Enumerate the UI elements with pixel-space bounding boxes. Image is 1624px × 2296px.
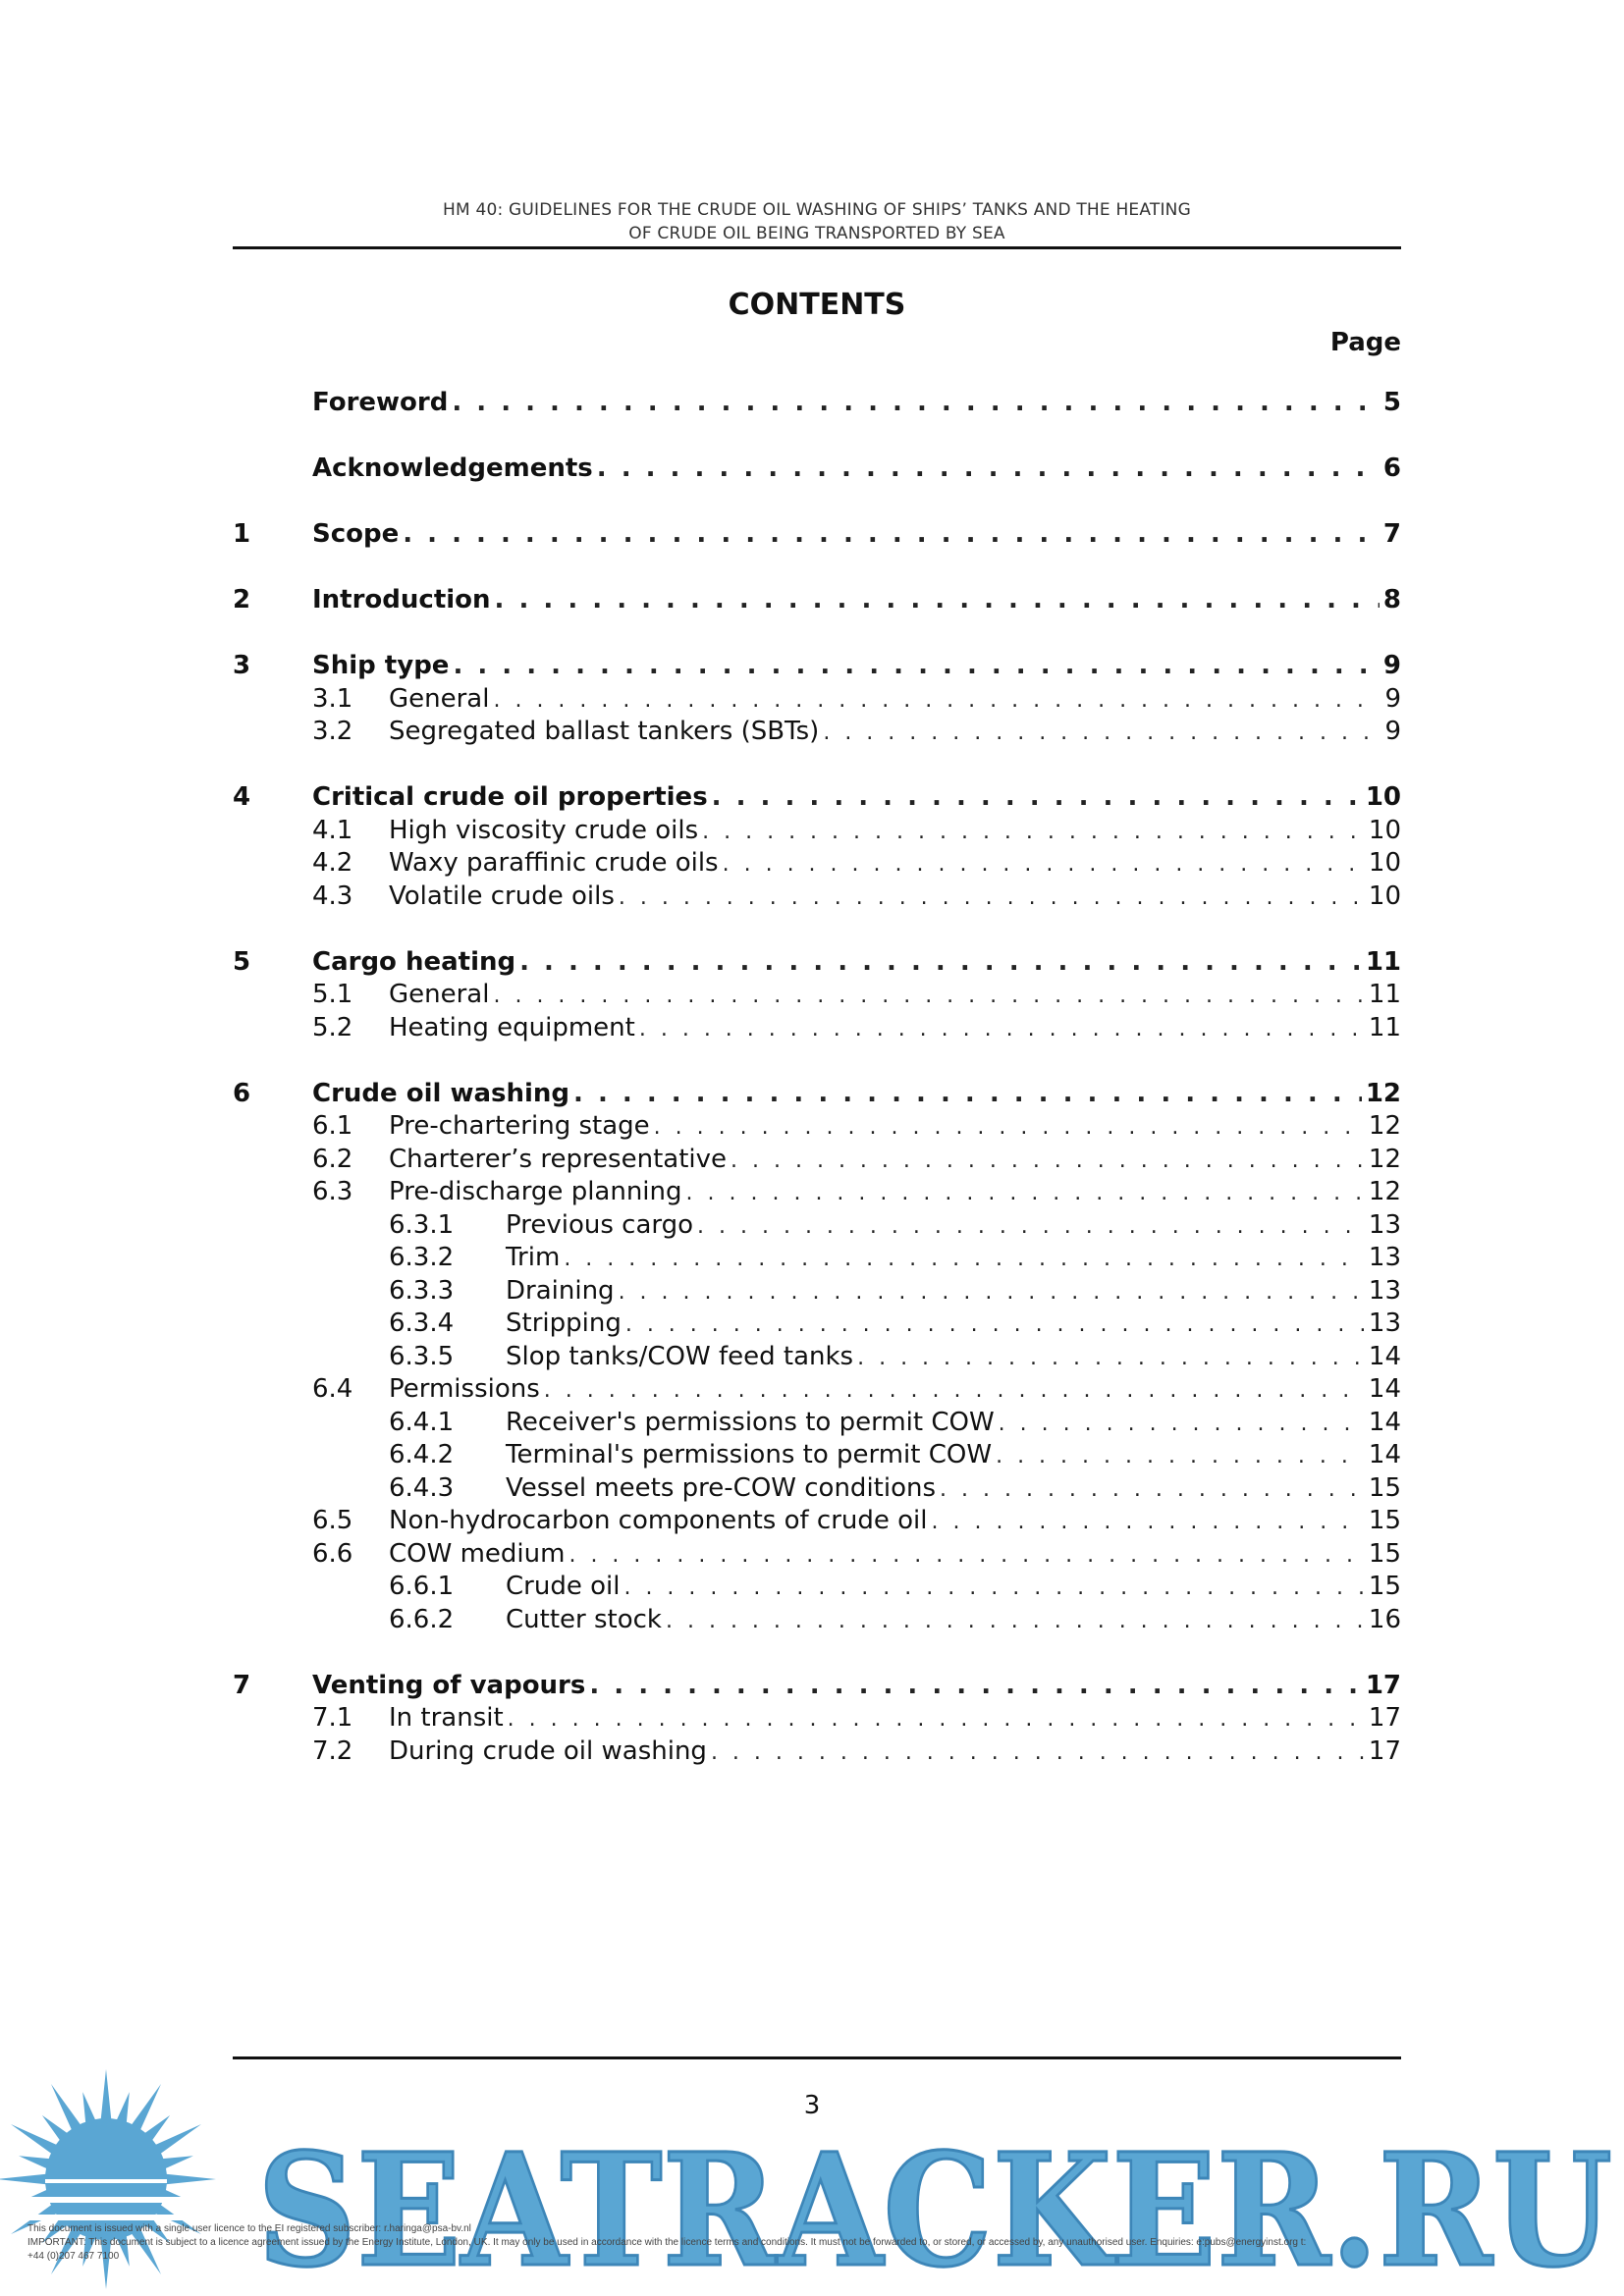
- toc-entry-title: Volatile crude oils: [389, 881, 615, 911]
- toc-entry-page: 14: [1368, 1440, 1401, 1469]
- toc-dot-leader: [932, 1510, 1365, 1534]
- toc-entry-page: 15: [1368, 1472, 1401, 1503]
- running-header: [233, 198, 1401, 245]
- toc-entry-title: Segregated ballast tankers (SBTs): [389, 717, 820, 746]
- footer-rule: [233, 2056, 1401, 2059]
- toc-dot-leader: [452, 388, 1380, 417]
- toc-dot-leader: [564, 1247, 1365, 1271]
- toc-entry-title: Heating equipment: [389, 1012, 635, 1042]
- toc-entry-page: 6: [1382, 454, 1401, 483]
- toc-entry-title: Acknowledgements: [312, 454, 593, 483]
- toc-dot-leader: [996, 1444, 1365, 1468]
- toc-entry[interactable]: [233, 782, 1401, 816]
- toc-entry-title: Venting of vapours: [312, 1670, 586, 1700]
- toc-dot-leader: [589, 1671, 1361, 1700]
- toc-dot-leader: [453, 651, 1379, 680]
- toc-entry-page: 15: [1368, 1572, 1401, 1601]
- toc-entry-title: Pre-discharge planning: [389, 1177, 682, 1206]
- toc-entry-title: In transit: [389, 1703, 504, 1733]
- toc-entry-page: 5: [1382, 388, 1401, 417]
- toc-dot-leader: [493, 688, 1380, 713]
- toc-entry-title: Introduction: [312, 585, 491, 614]
- toc-entry-title: Previous cargo: [506, 1209, 694, 1240]
- toc-entry[interactable]: [233, 388, 1401, 421]
- sun-ray: [0, 2174, 47, 2185]
- toc-entry-title: Receiver's permissions to permit COW: [506, 1407, 995, 1437]
- toc-spacer: [233, 1637, 1401, 1671]
- toc-entry-page: 11: [1368, 980, 1401, 1009]
- toc-entry-page: 12: [1368, 1111, 1401, 1141]
- licence-footer: [27, 2222, 1306, 2264]
- toc-spacer: [233, 1045, 1401, 1079]
- toc-entry-page: 14: [1368, 1407, 1401, 1437]
- toc-entry-title: Scope: [312, 519, 400, 549]
- toc-dot-leader: [568, 1543, 1364, 1568]
- toc-dot-leader: [666, 1609, 1365, 1633]
- toc-entry-page: 9: [1384, 717, 1401, 746]
- toc-dot-leader: [403, 519, 1380, 549]
- page-number: 3: [803, 2091, 821, 2120]
- toc-entry-title: High viscosity crude oils: [389, 815, 699, 845]
- toc-entry[interactable]: [233, 1276, 1401, 1309]
- toc-spacer: [233, 487, 1401, 520]
- toc-dot-leader: [519, 947, 1362, 977]
- toc-spacer: [233, 750, 1401, 783]
- contents-title: CONTENTS: [728, 288, 906, 322]
- toc-entry-page: 12: [1368, 1177, 1401, 1206]
- toc-entry[interactable]: [233, 651, 1401, 684]
- toc-entry-title: COW medium: [389, 1538, 566, 1569]
- toc-entry-page: 17: [1368, 1703, 1401, 1733]
- toc-entry[interactable]: [233, 816, 1401, 849]
- toc-entry-page: 16: [1368, 1604, 1401, 1634]
- toc-entry-number: 6.5: [312, 1506, 353, 1535]
- toc-dot-leader: [619, 885, 1365, 910]
- toc-entry-title: General: [389, 980, 490, 1009]
- toc-entry-number: 4.2: [312, 848, 353, 878]
- toc-entry[interactable]: [233, 585, 1401, 618]
- toc-entry-page: 10: [1368, 848, 1401, 878]
- toc-entry[interactable]: [233, 454, 1401, 487]
- toc-entry[interactable]: [233, 1736, 1401, 1770]
- toc-entry[interactable]: [233, 1374, 1401, 1408]
- toc-entry-title: Foreword: [312, 388, 449, 417]
- toc-entry-page: 12: [1368, 1144, 1401, 1174]
- toc-dot-leader: [597, 454, 1380, 483]
- sun-ray: [19, 2156, 51, 2169]
- toc-entry-number: 6.4.1: [389, 1407, 455, 1437]
- toc-entry-page: 10: [1365, 782, 1401, 812]
- toc-entry[interactable]: [233, 1506, 1401, 1539]
- toc-dot-leader: [654, 1115, 1365, 1140]
- toc-entry[interactable]: [233, 1605, 1401, 1638]
- toc-dot-leader: [711, 1740, 1365, 1765]
- toc-spacer: [233, 618, 1401, 652]
- toc-entry-number: 6.2: [312, 1144, 353, 1174]
- toc-entry[interactable]: [233, 1013, 1401, 1046]
- toc-dot-leader: [823, 721, 1380, 745]
- toc-entry-title: During crude oil washing: [389, 1735, 707, 1766]
- toc-dot-leader: [731, 1148, 1365, 1173]
- toc-entry[interactable]: [233, 1342, 1401, 1375]
- toc-entry-number: 6.6.1: [389, 1572, 455, 1601]
- toc-entry[interactable]: [233, 1572, 1401, 1605]
- toc-entry-page: 10: [1368, 815, 1401, 845]
- toc-entry-number: 6.4: [312, 1374, 353, 1404]
- toc-entry[interactable]: [233, 1539, 1401, 1573]
- toc-entry-title: Pre-chartering stage: [389, 1111, 650, 1141]
- toc-entry-page: 13: [1368, 1209, 1401, 1240]
- toc-dot-leader: [495, 585, 1380, 614]
- page-column-label: Page: [1329, 328, 1401, 357]
- toc-entry-number: 6.6: [312, 1538, 353, 1569]
- toc-entry[interactable]: [233, 1473, 1401, 1507]
- toc-dot-leader: [639, 1017, 1365, 1041]
- toc-entry[interactable]: [233, 1210, 1401, 1244]
- toc-entry-number: 6.3.1: [389, 1209, 455, 1240]
- sun-ray: [11, 2124, 58, 2155]
- toc-entry-number: 1: [233, 519, 251, 549]
- toc-entry-page: 10: [1368, 881, 1401, 911]
- toc-entry[interactable]: [233, 519, 1401, 553]
- toc-entry-page: 8: [1382, 585, 1401, 614]
- toc-entry-page: 9: [1382, 651, 1401, 680]
- toc-entry-title: Vessel meets pre-COW conditions: [506, 1472, 937, 1503]
- toc-entry-number: 6.3.5: [389, 1341, 455, 1371]
- toc-entry[interactable]: [233, 684, 1401, 718]
- toc-dot-leader: [712, 782, 1362, 812]
- toc-entry-number: 5: [233, 946, 251, 977]
- toc-entry-title: Charterer’s representative: [389, 1144, 728, 1174]
- toc-entry-number: 3.1: [312, 683, 353, 714]
- toc-entry[interactable]: [233, 980, 1401, 1013]
- toc-entry-number: 6.3.2: [389, 1243, 455, 1272]
- sun-ray: [165, 2174, 216, 2185]
- toc-entry[interactable]: [233, 947, 1401, 981]
- header-rule: [233, 246, 1401, 249]
- toc-entry-title: Non-hydrocarbon components of crude oil: [389, 1506, 928, 1535]
- toc-entry-title: Cargo heating: [312, 946, 516, 977]
- toc-entry-number: 6.4.3: [389, 1472, 455, 1503]
- toc-dot-leader: [999, 1412, 1365, 1436]
- toc-entry-page: 12: [1365, 1078, 1401, 1108]
- toc-dot-leader: [697, 1214, 1365, 1239]
- toc-entry-title: Cutter stock: [506, 1604, 662, 1634]
- toc-entry-page: 13: [1368, 1243, 1401, 1272]
- toc-entry-number: 4.3: [312, 881, 353, 911]
- toc-entry-title: Critical crude oil properties: [312, 782, 708, 812]
- toc-dot-leader: [508, 1707, 1365, 1732]
- toc-entry-title: Slop tanks/COW feed tanks: [506, 1341, 854, 1371]
- toc-entry-number: 7: [233, 1670, 251, 1700]
- toc-entry-number: 5.2: [312, 1012, 353, 1042]
- toc-entry-number: 6: [233, 1078, 251, 1108]
- toc-entry[interactable]: [233, 1703, 1401, 1736]
- toc-dot-leader: [686, 1181, 1365, 1205]
- toc-entry-number: 3.2: [312, 717, 353, 746]
- toc-entry-page: 14: [1368, 1374, 1401, 1404]
- toc-entry[interactable]: [233, 1111, 1401, 1145]
- toc-entry-number: 6.6.2: [389, 1604, 455, 1634]
- toc-entry-number: 6.4.2: [389, 1440, 455, 1469]
- toc-dot-leader: [702, 820, 1365, 844]
- toc-entry[interactable]: [233, 848, 1401, 881]
- toc-entry-title: Crude oil: [506, 1572, 621, 1601]
- toc-dot-leader: [619, 1280, 1365, 1305]
- header-line-1: HM 40: GUIDELINES FOR THE CRUDE OIL WASHING OF SHIPS’ TANKS AND THE HEATING: [443, 200, 1191, 220]
- toc-entry-number: 4.1: [312, 815, 353, 845]
- footer-line-1: This document is issued with a single user licence to the EI registered subscriber: r.haringa@psa-bv.nl: [27, 2223, 471, 2234]
- toc-entry-number: 6.1: [312, 1111, 353, 1141]
- toc-entry-title: Ship type: [312, 651, 450, 680]
- toc-entry-title: Stripping: [506, 1308, 622, 1338]
- toc-dot-leader: [940, 1477, 1365, 1502]
- toc-dot-leader: [723, 852, 1365, 877]
- toc-entry-number: 7.1: [312, 1703, 353, 1733]
- toc-entry-number: 2: [233, 585, 251, 614]
- toc-entry-page: 11: [1365, 946, 1401, 977]
- toc-dot-leader: [625, 1312, 1365, 1337]
- watermark-text: SEATRACKER.RU: [257, 2120, 1612, 2296]
- toc-entry-title: Trim: [506, 1243, 561, 1272]
- toc-spacer: [233, 553, 1401, 586]
- toc-entry[interactable]: [233, 1243, 1401, 1276]
- toc-entry[interactable]: [233, 1440, 1401, 1473]
- toc-entry-page: 17: [1365, 1670, 1401, 1700]
- toc-entry-number: 6.3: [312, 1177, 353, 1206]
- toc-entry-number: 3: [233, 651, 251, 680]
- toc-entry-title: Waxy paraffinic crude oils: [389, 848, 719, 878]
- toc-spacer: [233, 914, 1401, 947]
- toc-entry[interactable]: [233, 1145, 1401, 1178]
- toc-entry[interactable]: [233, 1079, 1401, 1112]
- toc-spacer: [233, 421, 1401, 454]
- toc-entry-number: 6.3.3: [389, 1275, 455, 1306]
- toc-entry-number: 4: [233, 782, 251, 812]
- toc-entry-title: Draining: [506, 1275, 615, 1306]
- toc-entry-page: 15: [1368, 1506, 1401, 1535]
- toc-entry-title: Crude oil washing: [312, 1078, 570, 1108]
- toc-entry-title: Permissions: [389, 1374, 540, 1404]
- toc-entry-page: 13: [1368, 1308, 1401, 1338]
- toc-entry[interactable]: [233, 1308, 1401, 1342]
- toc-dot-leader: [544, 1378, 1365, 1403]
- toc-dot-leader: [857, 1346, 1365, 1370]
- footer-line-2: IMPORTANT: This document is subject to a licence agreement issued by the Energy Institute, London, UK. It may only be used in accordance with the licence terms and conditions. It must not be forwarded to, or stored, or accessed by, any unauthorised user. Enquiries: e:pubs@energyinst.org t:: [27, 2237, 1307, 2248]
- toc-entry-number: 7.2: [312, 1735, 353, 1766]
- toc-entry[interactable]: [233, 717, 1401, 750]
- toc-entry-page: 13: [1368, 1275, 1401, 1306]
- toc-entry-page: 15: [1368, 1538, 1401, 1569]
- toc-entry-title: Terminal's permissions to permit COW: [506, 1440, 993, 1469]
- toc-entry-page: 9: [1384, 683, 1401, 714]
- toc-entry-number: 5.1: [312, 980, 353, 1009]
- toc-entry[interactable]: [233, 1177, 1401, 1210]
- toc-entry-number: 6.3.4: [389, 1308, 455, 1338]
- toc-entry-title: General: [389, 683, 490, 714]
- header-line-2: OF CRUDE OIL BEING TRANSPORTED BY SEA: [628, 224, 1005, 243]
- toc-dot-leader: [493, 984, 1364, 1008]
- table-of-contents: [233, 388, 1401, 1769]
- footer-line-3: +44 (0)207 467 7100: [27, 2251, 120, 2262]
- toc-dot-leader: [623, 1575, 1364, 1600]
- toc-entry-page: 7: [1382, 519, 1401, 549]
- sun-ray: [154, 2124, 201, 2155]
- toc-entry-page: 17: [1368, 1735, 1401, 1766]
- toc-entry[interactable]: [233, 1408, 1401, 1441]
- toc-entry[interactable]: [233, 1671, 1401, 1704]
- toc-dot-leader: [573, 1079, 1362, 1108]
- toc-entry[interactable]: [233, 881, 1401, 915]
- sun-ray: [161, 2156, 193, 2169]
- toc-entry-page: 14: [1368, 1341, 1401, 1371]
- toc-entry-page: 11: [1368, 1012, 1401, 1042]
